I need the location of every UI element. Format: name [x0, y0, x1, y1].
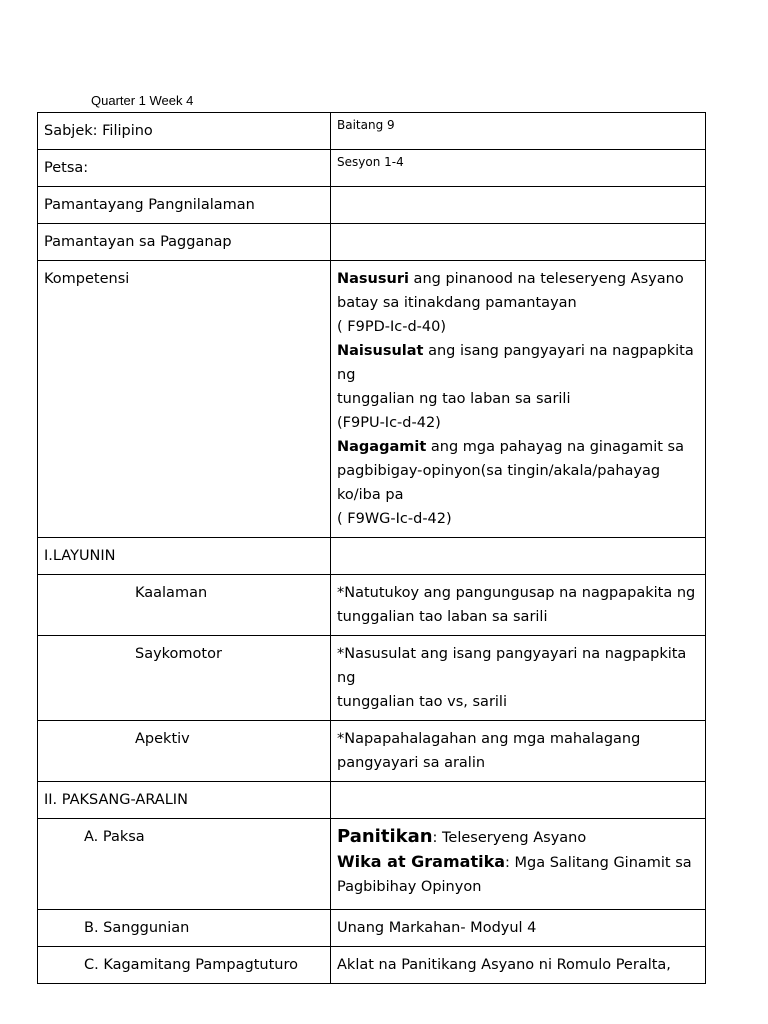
table-row: [38, 636, 706, 721]
row-value: [331, 721, 706, 782]
competency-text: ko/iba pa: [337, 487, 404, 503]
row-value: [331, 224, 706, 261]
row-label: Kompetensi: [38, 261, 331, 538]
row-label: Kaalaman: [38, 575, 331, 636]
row-label: II. PAKSANG-ARALIN: [38, 782, 331, 819]
competency-text: ang isang pangyayari na nagpapkita ng: [337, 343, 694, 383]
row-label: A. Paksa: [38, 819, 331, 910]
competency-verb: Naisusulat: [337, 343, 424, 359]
objective-line: *Napapahalagahan ang mga mahalagang: [337, 731, 641, 747]
wika-text: : Mga Salitang Ginamit sa: [505, 855, 692, 871]
row-value: [331, 575, 706, 636]
competency-text: tunggalian ng tao laban sa sarili: [337, 391, 571, 407]
competency-code: ( F9WG-Ic-d-42): [337, 511, 452, 527]
row-label: Petsa:: [38, 150, 331, 187]
row-value: Baitang 9: [331, 113, 706, 150]
objective-line: tunggalian tao vs, sarili: [337, 694, 507, 710]
row-label: Apektiv: [38, 721, 331, 782]
paksa-content: [331, 819, 706, 910]
row-label: Pamantayang Pangnilalaman: [38, 187, 331, 224]
table-row: [38, 947, 706, 984]
competency-text: batay sa itinakdang pamantayan: [337, 295, 577, 311]
row-label: I.LAYUNIN: [38, 538, 331, 575]
row-value: [331, 636, 706, 721]
competency-code: ( F9PD-Ic-d-40): [337, 319, 446, 335]
competency-code: (F9PU-Ic-d-42): [337, 415, 441, 431]
row-label: Pamantayan sa Pagganap: [38, 224, 331, 261]
row-label: C. Kagamitang Pampagtuturo: [38, 947, 331, 984]
row-value: [331, 782, 706, 819]
row-label: Sabjek: Filipino: [38, 113, 331, 150]
table-row: [38, 721, 706, 782]
table-row: [38, 150, 706, 187]
competency-text: pagbibigay-opinyon(sa tingin/akala/pahayag: [337, 463, 661, 479]
objective-line: *Natutukoy ang pangungusap na nagpapakita ng: [337, 585, 696, 601]
table-row: [38, 819, 706, 910]
wika-text-line2: Pagbibihay Opinyon: [337, 879, 482, 895]
competency-verb: Nasusuri: [337, 271, 409, 287]
table-row: [38, 261, 706, 538]
table-row: [38, 782, 706, 819]
lesson-plan-table: [37, 112, 706, 984]
objective-line: *Nasusulat ang isang pangyayari na nagpapkita ng: [337, 646, 687, 686]
table-row: [38, 187, 706, 224]
panitikan-text: : Teleseryeng Asyano: [432, 830, 587, 846]
wika-label: Wika at Gramatika: [337, 852, 506, 871]
row-label: Saykomotor: [38, 636, 331, 721]
row-value: [331, 538, 706, 575]
panitikan-label: Panitikan: [337, 826, 433, 847]
row-value: Sesyon 1-4: [331, 150, 706, 187]
table-row: [38, 224, 706, 261]
objective-line: tunggalian tao laban sa sarili: [337, 609, 548, 625]
table-row: [38, 910, 706, 947]
objective-line: pangyayari sa aralin: [337, 755, 486, 771]
competency-text: ang pinanood na teleseryeng Asyano: [408, 271, 684, 287]
table-row: [38, 113, 706, 150]
kompetensi-content: [331, 261, 706, 538]
row-value: Unang Markahan- Modyul 4: [331, 910, 706, 947]
table-row: [38, 538, 706, 575]
header-note: Quarter 1 Week 4: [91, 93, 194, 108]
competency-verb: Nagagamit: [337, 439, 427, 455]
table-row: [38, 575, 706, 636]
row-value: [331, 187, 706, 224]
row-value: Aklat na Panitikang Asyano ni Romulo Peralta,: [331, 947, 706, 984]
row-label: B. Sanggunian: [38, 910, 331, 947]
competency-text: ang mga pahayag na ginagamit sa: [426, 439, 685, 455]
